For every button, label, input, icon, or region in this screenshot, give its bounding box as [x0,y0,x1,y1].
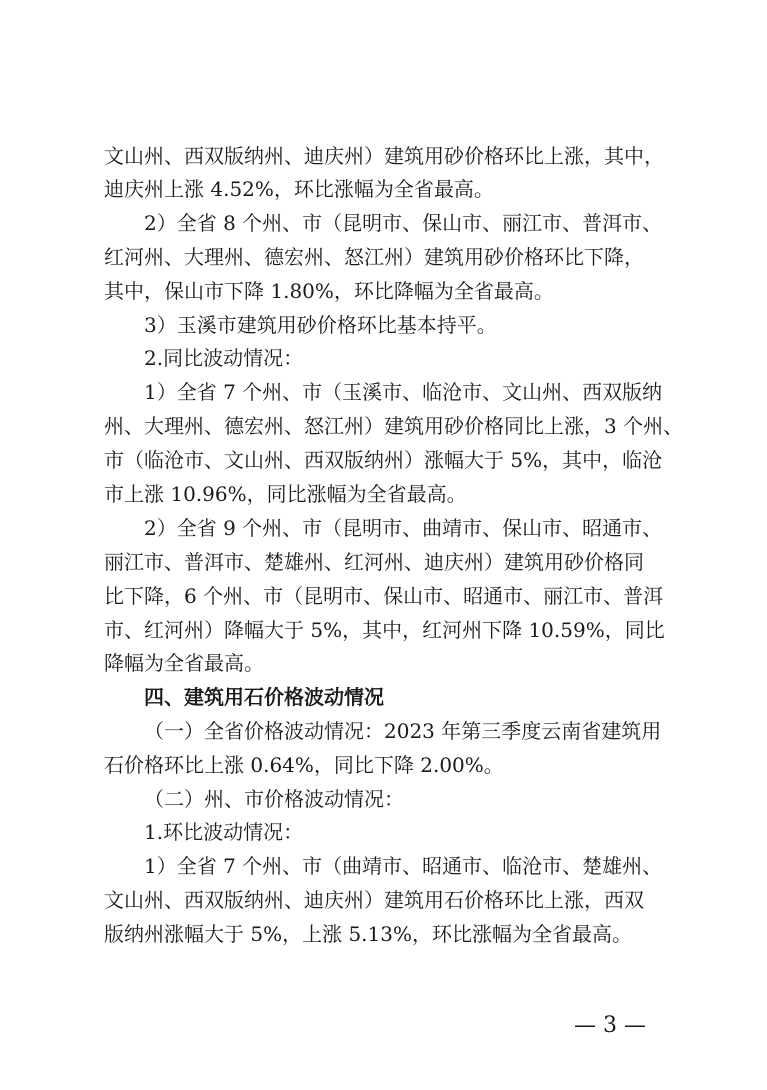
paragraph-line: 3）玉溪市建筑用砂价格环比基本持平。 [144,313,497,337]
paragraph-line: 石价格环比上涨 0.64%，同比下降 2.00%。 [104,753,504,777]
paragraph-line: 2）全省 9 个州、市（昆明市、曲靖市、保山市、昭通市、 [144,516,663,540]
paragraph-line: 丽江市、普洱市、楚雄州、红河州、迪庆州）建筑用砂价格同 [104,550,644,574]
paragraph-line: （二）州、市价格波动情况： [144,787,404,811]
paragraph-line: 版纳州涨幅大于 5%，上涨 5.13%，环比涨幅为全省最高。 [104,922,632,946]
paragraph-line: 州、大理州、德宏州、怒江州）建筑用砂价格同比上涨，3 个州、 [104,414,684,438]
paragraph-line: 市、红河州）降幅大于 5%，其中，红河州下降 10.59%，同比 [104,618,665,642]
paragraph-line: 文山州、西双版纳州、迪庆州）建筑用砂价格环比上涨，其中， [104,144,664,168]
section-heading: 四、建筑用石价格波动情况 [144,685,384,709]
paragraph-line: 2.同比波动情况： [144,346,304,370]
paragraph-line: 1）全省 7 个州、市（玉溪市、临沧市、文山州、西双版纳 [144,380,663,404]
paragraph-line: 迪庆州上涨 4.52%，环比涨幅为全省最高。 [104,177,494,201]
paragraph-line: 市上涨 10.96%，同比涨幅为全省最高。 [104,482,467,506]
paragraph-line: 降幅为全省最高。 [104,651,264,675]
page-number: — 3 — [574,1013,646,1038]
paragraph-line: （一）全省价格波动情况：2023 年第三季度云南省建筑用 [144,719,662,743]
paragraph-line: 其中，保山市下降 1.80%，环比降幅为全省最高。 [104,279,554,303]
paragraph-line: 2）全省 8 个州、市（昆明市、保山市、丽江市、普洱市、 [144,211,663,235]
paragraph-line: 文山州、西双版纳州、迪庆州）建筑用石价格环比上涨，西双 [104,888,644,912]
paragraph-line: 1）全省 7 个州、市（曲靖市、昭通市、临沧市、楚雄州、 [144,854,663,878]
paragraph-line: 比下降，6 个州、市（昆明市、保山市、昭通市、丽江市、普洱 [104,584,664,608]
paragraph-line: 红河州、大理州、德宏州、怒江州）建筑用砂价格环比下降， [104,245,644,269]
paragraph-line: 1.环比波动情况： [144,820,304,844]
paragraph-line: 市（临沧市、文山州、西双版纳州）涨幅大于 5%，其中，临沧 [104,448,663,472]
